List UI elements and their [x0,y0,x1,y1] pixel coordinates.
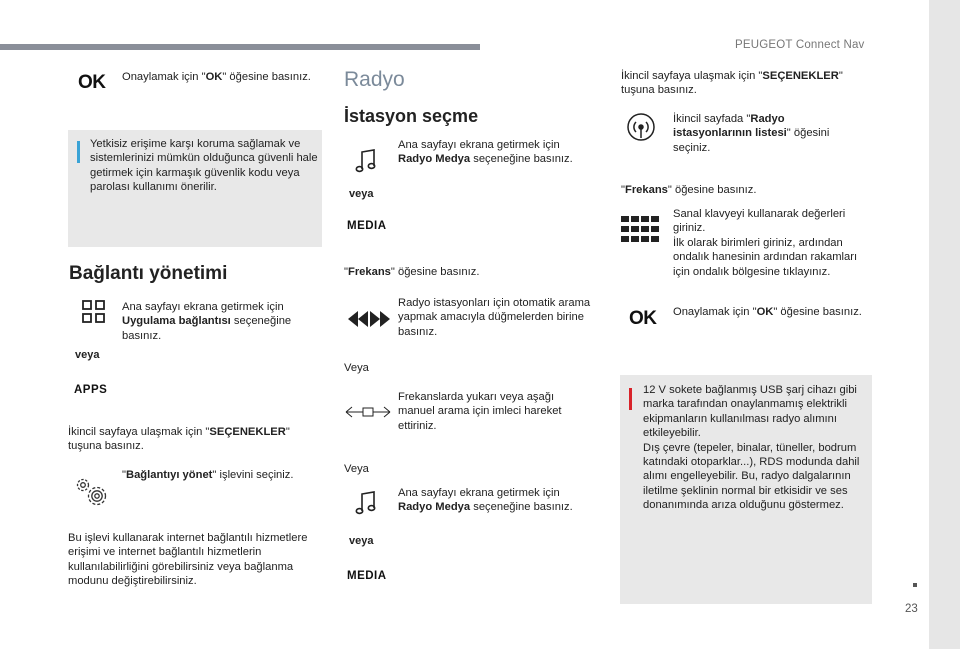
slider-instruction: Frekanslarda yukarı veya aşağı manuel arama için imleci hareket ettiriniz. [398,391,562,432]
or-label: Veya [344,463,369,475]
warning-text: 12 V sokete bağlanmış USB şarj cihazı gibi marka tarafından onaylanmamış elektrikli ekipmanların kullanılması radyo alımını etkileyebilir. Dış çevre (tepeler, binalar, tüneller, bodrum katındaki otoparklar...), RDS modunda dahil alımı engelleyebilir. Bu, radyo dalgalarının iletilme şeklinin normal bir etkisidir ve ses donanımında arıza olduğunu göstermez. [643,384,860,512]
connection-description: Bu işlevi kullanarak internet bağlantılı hizmetlere erişimi ve internet bağlantılı hizmetlerin kullanılabilirliğini görebilirsiniz veya bağlanma modunu değiştirebilirsiniz. [68,532,308,588]
frequency-instruction: "Frekans" öğesine basınız. [621,184,757,196]
info-box [68,130,322,247]
apps-grid-icon [82,300,106,324]
top-rule [0,44,480,50]
ok-button-icon: OK [629,308,657,329]
or-label: Veya [344,362,369,374]
or-label: veya [349,535,374,547]
warning-icon [629,388,632,410]
station-list-instruction: İkincil sayfada "Radyo istasyonlarının listesi" öğesini seçiniz. [673,113,830,154]
apps-instruction: Ana sayfayı ekrana getirmek için Uygulama bağlantısı seçeneğine basınız. [122,301,292,342]
page-number: 23 [905,603,918,615]
radio-media-instruction: Ana sayfayı ekrana getirmek için Radyo Medya seçeneğine basınız. [398,139,573,166]
seek-instruction: Radyo istasyonları için otomatik arama yapmak amacıyla düğmelerden birine basınız. [398,297,591,338]
section-title-connection: Bağlantı yönetimi [69,263,228,284]
manage-connection-instruction: "Bağlantıyı yönet" işlevini seçiniz. [122,469,294,481]
info-text: Yetkisiz erişime karşı koruma sağlamak ve sistemlerinizi mümkün olduğunca güvenli hale getirmek için karmaşık güvenlik kodu veya parolası kullanımı önerilir. [90,138,318,194]
ok-instruction: Onaylamak için "OK" öğesine basınız. [122,71,311,83]
frequency-instruction: "Frekans" öğesine basınız. [344,266,480,278]
station-select-heading: İstasyon seçme [344,106,479,126]
right-margin-band [929,0,960,649]
radio-media-instruction: Ana sayfayı ekrana getirmek için Radyo Medya seçeneğine basınız. [398,487,573,514]
or-label: veya [75,349,100,361]
media-button-label: MEDIA [347,220,387,232]
warning-box [620,375,872,604]
music-note-icon [354,490,378,516]
or-label: veya [349,188,374,200]
media-button-label: MEDIA [347,570,387,582]
apps-button-label: APPS [74,384,108,396]
music-note-icon [354,148,378,174]
frequency-slider-icon [345,405,391,419]
seek-buttons-icon [348,311,390,327]
info-icon [77,141,80,163]
running-header: PEUGEOT Connect Nav [735,39,865,51]
radio-heading: Radyo [344,68,405,91]
keyboard-instruction: Sanal klavyeyi kullanarak değerleri giriniz. İlk olarak birimleri giriniz, ardından ondalık hanesinin ardından rakamları için ondalık bölgesine tıklayınız. [673,208,858,278]
secondary-page-instruction: İkincil sayfaya ulaşmak için "SEÇENEKLER" tuşuna basınız. [68,426,290,453]
radio-station-list-icon [626,112,656,142]
ok-button-icon: OK [78,72,106,93]
keyboard-icon [621,216,661,244]
secondary-page-instruction: İkincil sayfaya ulaşmak için "SEÇENEKLER" tuşuna basınız. [621,70,843,97]
corner-mark [913,583,917,587]
settings-gear-icon [72,475,112,511]
ok-instruction: Onaylamak için "OK" öğesine basınız. [673,306,862,318]
